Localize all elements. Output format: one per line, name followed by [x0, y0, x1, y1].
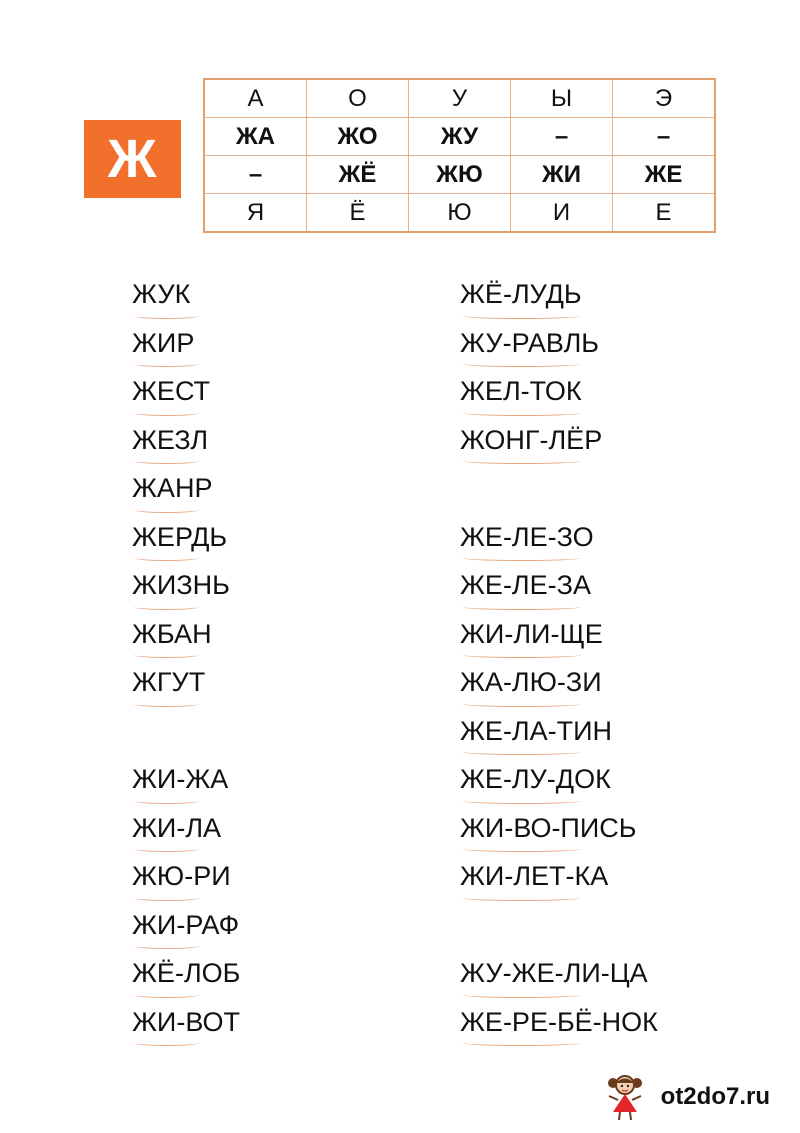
table-cell: Ё: [307, 194, 409, 233]
table-cell: Я: [204, 194, 307, 233]
syllable-table: [203, 78, 716, 233]
spacer: [132, 709, 240, 758]
table-cell: –: [204, 156, 307, 194]
word-item: ЖИ-ЛЕТ-КА: [460, 854, 658, 903]
word-item: ЖЕСТ: [132, 369, 240, 418]
table-row: [204, 118, 715, 156]
girl-logo-icon: [603, 1072, 647, 1122]
table-cell: Ы: [511, 79, 613, 118]
spacer: [460, 466, 658, 515]
left-word-column: [132, 272, 240, 1048]
word-item: ЖУ-РАВЛЬ: [460, 321, 658, 370]
word-item: ЖИ-ЛИ-ЩЕ: [460, 612, 658, 661]
footer: [603, 1072, 770, 1122]
word-item: ЖИ-ЖА: [132, 757, 240, 806]
word-item: ЖИ-ВОТ: [132, 1000, 240, 1049]
word-item: ЖИР: [132, 321, 240, 370]
table-cell: ЖЕ: [613, 156, 716, 194]
word-item: ЖАНР: [132, 466, 240, 515]
word-item: ЖЕ-ЛА-ТИН: [460, 709, 658, 758]
table-row: [204, 156, 715, 194]
table-cell: ЖУ: [409, 118, 511, 156]
word-item: ЖЕ-РЕ-БЁ-НОК: [460, 1000, 658, 1049]
word-item: ЖИ-РАФ: [132, 903, 240, 952]
word-item: ЖИ-ВО-ПИСЬ: [460, 806, 658, 855]
word-item: ЖЕЗЛ: [132, 418, 240, 467]
table-cell: О: [307, 79, 409, 118]
table-cell: Е: [613, 194, 716, 233]
table-cell: У: [409, 79, 511, 118]
word-item: ЖЕЛ-ТОК: [460, 369, 658, 418]
spacer: [460, 903, 658, 952]
word-item: ЖГУТ: [132, 660, 240, 709]
word-item: ЖИЗНЬ: [132, 563, 240, 612]
table-cell: ЖЁ: [307, 156, 409, 194]
word-item: ЖЕ-ЛУ-ДОК: [460, 757, 658, 806]
word-item: ЖОНГ-ЛЁР: [460, 418, 658, 467]
table-cell: ЖИ: [511, 156, 613, 194]
table-cell: Ю: [409, 194, 511, 233]
word-item: ЖЕ-ЛЕ-ЗО: [460, 515, 658, 564]
right-word-column: [460, 272, 658, 1048]
word-item: ЖЁ-ЛОБ: [132, 951, 240, 1000]
table-row: [204, 79, 715, 118]
table-cell: И: [511, 194, 613, 233]
word-item: ЖУ-ЖЕ-ЛИ-ЦА: [460, 951, 658, 1000]
letter-badge: Ж: [84, 120, 181, 198]
table-cell: А: [204, 79, 307, 118]
site-name: ot2do7.ru: [660, 1083, 770, 1110]
word-item: ЖЕРДЬ: [132, 515, 240, 564]
word-item: ЖЮ-РИ: [132, 854, 240, 903]
word-item: ЖЕ-ЛЕ-ЗА: [460, 563, 658, 612]
table-cell: ЖЮ: [409, 156, 511, 194]
word-item: ЖБАН: [132, 612, 240, 661]
table-cell: ЖО: [307, 118, 409, 156]
word-item: ЖА-ЛЮ-ЗИ: [460, 660, 658, 709]
table-row: [204, 194, 715, 233]
word-item: ЖИ-ЛА: [132, 806, 240, 855]
table-cell: –: [511, 118, 613, 156]
table-cell: ЖА: [204, 118, 307, 156]
table-cell: –: [613, 118, 716, 156]
table-cell: Э: [613, 79, 716, 118]
word-item: ЖЁ-ЛУДЬ: [460, 272, 658, 321]
word-item: ЖУК: [132, 272, 240, 321]
